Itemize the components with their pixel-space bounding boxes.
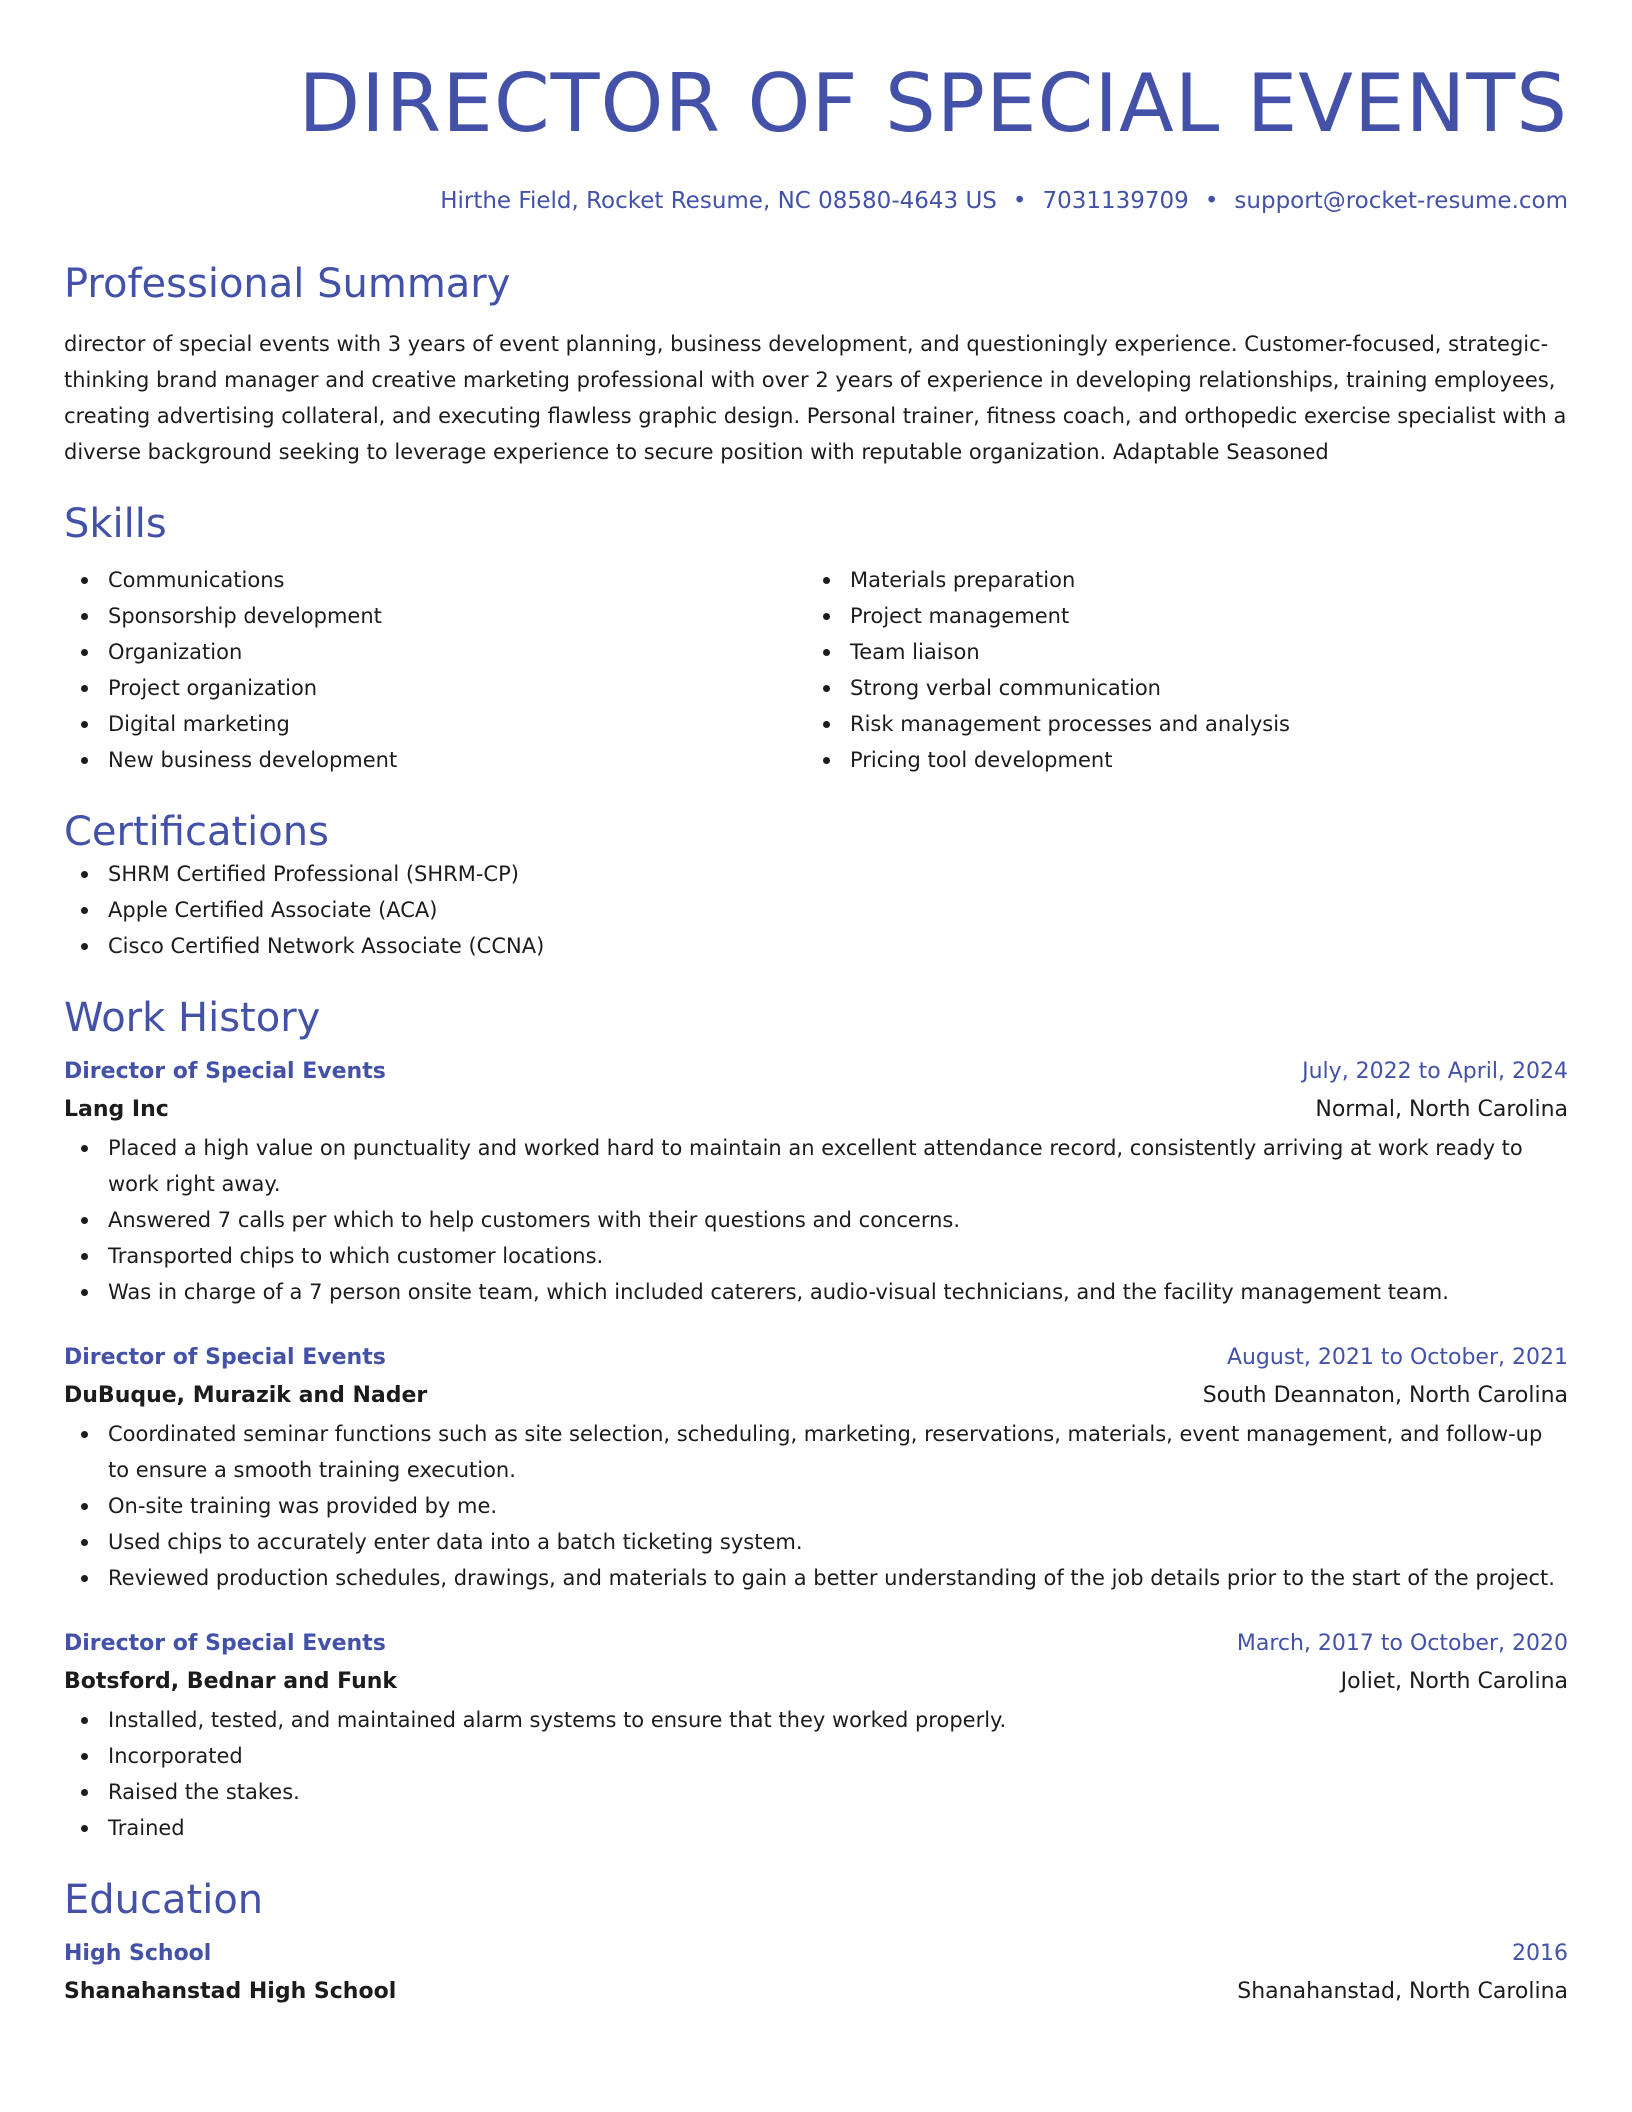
skill-item: Project management <box>806 598 1548 634</box>
job-dates: March, 2017 to October, 2020 <box>1236 1631 1568 1656</box>
job-location: Normal, North Carolina <box>1315 1097 1568 1122</box>
skill-item: Communications <box>64 562 806 598</box>
contact-phone[interactable]: 7031139709 <box>1042 188 1189 214</box>
job-dates: August, 2021 to October, 2021 <box>1226 1345 1568 1370</box>
summary-text: director of special events with 3 years of event planning, business development, and questioningly experience. Customer-focused, strategic-thinking brand manager and creative marketing professional with over 2 years of experience in developing relationships, training employees, creating advertising collateral, and executing flawless graphic design. Personal trainer, fitness coach, and orthopedic exercise specialist with a diverse background seeking to leverage experience to secure position with reputable organization. Adaptable Seasoned <box>64 332 1567 464</box>
contact-separator: • <box>1204 188 1219 214</box>
contact-address: Hirthe Field, Rocket Resume, NC 08580-4643 US <box>440 188 997 214</box>
education-location: Shanahanstad, North Carolina <box>1237 1979 1568 2004</box>
job-location: Joliet, North Carolina <box>1340 1669 1568 1694</box>
skills-list <box>64 562 1568 778</box>
section-heading-summary: Professional Summary <box>64 261 511 307</box>
job-company: DuBuque, Murazik and Nader <box>64 1383 428 1408</box>
job-bullets <box>64 1130 1568 1310</box>
job-bullet: Trained <box>64 1810 1568 1846</box>
job-role: Director of Special Events <box>64 1059 386 1084</box>
skill-item: Team liaison <box>806 634 1548 670</box>
section-heading-certifications: Certifications <box>64 809 329 855</box>
skill-item: Project organization <box>64 670 806 706</box>
job-bullet: Placed a high value on punctuality and worked hard to maintain an excellent attendance record, consistently arriving at work ready to work right away. <box>64 1130 1568 1202</box>
job-bullets <box>64 1416 1568 1596</box>
skill-item: Sponsorship development <box>64 598 806 634</box>
job-bullet: Was in charge of a 7 person onsite team, which included caterers, audio-visual technicians, and the facility management team. <box>64 1274 1568 1310</box>
job-bullet: Coordinated seminar functions such as site selection, scheduling, marketing, reservations, materials, event management, and follow-up to ensure a smooth training execution. <box>64 1416 1568 1488</box>
job-bullet: Raised the stakes. <box>64 1774 1568 1810</box>
job-bullet: Installed, tested, and maintained alarm systems to ensure that they worked properly. <box>64 1702 1568 1738</box>
job-role: Director of Special Events <box>64 1345 386 1370</box>
resume-header <box>64 0 1568 216</box>
skill-item: Digital marketing <box>64 706 806 742</box>
job-bullets <box>64 1702 1568 1846</box>
skill-item: New business development <box>64 742 806 778</box>
skill-item: Risk management processes and analysis <box>806 706 1548 742</box>
certification-item: Apple Certified Associate (ACA) <box>64 892 1568 928</box>
job-entry <box>64 1340 1568 1596</box>
section-heading-skills: Skills <box>64 501 167 547</box>
certification-item: SHRM Certified Professional (SHRM-CP) <box>64 856 1568 892</box>
contact-separator: • <box>1012 188 1027 214</box>
skills-column-left <box>64 562 806 778</box>
job-entry <box>64 1626 1568 1846</box>
job-role: Director of Special Events <box>64 1631 386 1656</box>
education-year: 2016 <box>1512 1941 1568 1966</box>
education-degree: High School <box>64 1941 212 1966</box>
skill-item: Materials preparation <box>806 562 1548 598</box>
job-location: South Deannaton, North Carolina <box>1202 1383 1568 1408</box>
contact-email[interactable]: support@rocket-resume.com <box>1234 188 1568 214</box>
education-entry <box>64 1936 1568 2012</box>
section-heading-education: Education <box>64 1877 264 1923</box>
job-bullet: Incorporated <box>64 1738 1568 1774</box>
skill-item: Pricing tool development <box>806 742 1548 778</box>
job-entry <box>64 1054 1568 1310</box>
certification-item: Cisco Certified Network Associate (CCNA) <box>64 928 1568 964</box>
contact-line <box>64 186 1568 216</box>
job-dates: July, 2022 to April, 2024 <box>1302 1059 1568 1084</box>
skill-item: Organization <box>64 634 806 670</box>
skill-item: Strong verbal communication <box>806 670 1548 706</box>
job-bullet: Used chips to accurately enter data into a batch ticketing system. <box>64 1524 1568 1560</box>
certifications-list <box>64 856 1568 964</box>
job-bullet: Reviewed production schedules, drawings, and materials to gain a better understanding of the job details prior to the start of the project. <box>64 1560 1568 1596</box>
skills-column-right <box>806 562 1548 778</box>
job-company: Lang Inc <box>64 1097 169 1122</box>
job-company: Botsford, Bednar and Funk <box>64 1669 398 1694</box>
job-bullet: On-site training was provided by me. <box>64 1488 1568 1524</box>
job-bullet: Transported chips to which customer locations. <box>64 1238 1568 1274</box>
education-school: Shanahanstad High School <box>64 1979 397 2004</box>
page-title: DIRECTOR OF SPECIAL EVENTS <box>298 57 1568 150</box>
section-heading-work-history: Work History <box>64 995 321 1041</box>
job-bullet: Answered 7 calls per which to help customers with their questions and concerns. <box>64 1202 1568 1238</box>
